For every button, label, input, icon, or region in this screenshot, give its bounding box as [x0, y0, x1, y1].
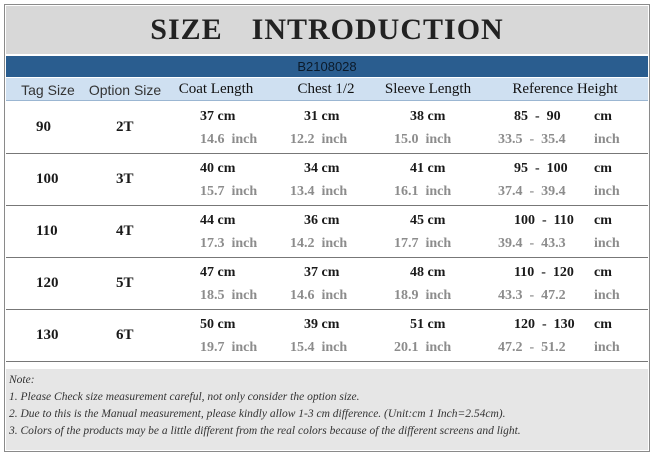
reference-height-cm-unit: cm	[594, 109, 612, 124]
reference-height-inch: 47.2 - 51.2	[498, 340, 566, 355]
coat-length-cm: 44 cm	[200, 213, 236, 228]
sleeve-length-inch: 20.1 inch	[394, 340, 452, 355]
reference-height-cm: 85 - 90	[514, 109, 561, 124]
sleeve-length-inch: 16.1 inch	[394, 184, 452, 199]
sleeve-length-cm: 41 cm	[410, 161, 446, 176]
note-item-1: 1. Please Check size measurement careful, not only consider the option size.	[9, 391, 360, 403]
table-row	[6, 258, 648, 310]
sleeve-length-cm: 48 cm	[410, 265, 446, 280]
note-item-3: 3. Colors of the products may be a little different from the real colors because of the different screens and light.	[9, 425, 521, 437]
option-size-cell: 2T	[116, 119, 134, 135]
option-size-cell: 4T	[116, 223, 134, 239]
chest-cm: 31 cm	[304, 109, 340, 124]
header-coat-length: Coat Length	[178, 81, 254, 97]
reference-height-cm: 95 - 100	[514, 161, 568, 176]
chest-inch: 15.4 inch	[290, 340, 348, 355]
header-tag-size: Tag Size	[21, 81, 75, 98]
chest-cm: 37 cm	[304, 265, 340, 280]
chest-cm: 36 cm	[304, 213, 340, 228]
reference-height-inch: 43.3 - 47.2	[498, 288, 566, 303]
sleeve-length-inch: 18.9 inch	[394, 288, 452, 303]
reference-height-inch-unit: inch	[594, 132, 620, 147]
coat-length-cm: 50 cm	[200, 317, 236, 332]
chest-cm: 39 cm	[304, 317, 340, 332]
header-reference-height: Reference Height	[512, 81, 618, 97]
table-row	[6, 102, 648, 154]
notes-heading: Note:	[9, 374, 35, 386]
coat-length-inch: 14.6 inch	[200, 132, 258, 147]
product-code: B2108028	[297, 59, 357, 74]
coat-length-cm: 37 cm	[200, 109, 236, 124]
reference-height-inch-unit: inch	[594, 236, 620, 251]
table-row	[6, 310, 648, 362]
reference-height-cm-unit: cm	[594, 317, 612, 332]
chest-inch: 14.2 inch	[290, 236, 348, 251]
coat-length-inch: 15.7 inch	[200, 184, 258, 199]
reference-height-cm-unit: cm	[594, 265, 612, 280]
option-size-cell: 3T	[116, 171, 134, 187]
tag-size-cell: 110	[36, 223, 58, 239]
reference-height-inch-unit: inch	[594, 340, 620, 355]
tag-size-cell: 90	[36, 119, 51, 135]
coat-length-inch: 17.3 inch	[200, 236, 258, 251]
sleeve-length-cm: 45 cm	[410, 213, 446, 228]
tag-size-cell: 100	[36, 171, 59, 187]
page-title: SIZE INTRODUCTION	[150, 13, 504, 46]
reference-height-inch: 37.4 - 39.4	[498, 184, 566, 199]
tag-size-cell: 130	[36, 327, 59, 343]
header-sleeve-length: Sleeve Length	[384, 81, 472, 97]
coat-length-cm: 40 cm	[200, 161, 236, 176]
coat-length-inch: 19.7 inch	[200, 340, 258, 355]
product-code-bar	[6, 56, 648, 77]
reference-height-cm: 110 - 120	[514, 265, 574, 280]
sleeve-length-cm: 38 cm	[410, 109, 446, 124]
table-row	[6, 154, 648, 206]
title-bar	[6, 6, 648, 54]
coat-length-inch: 18.5 inch	[200, 288, 258, 303]
header-option-size: Option Size	[88, 81, 162, 98]
sleeve-length-inch: 15.0 inch	[394, 132, 452, 147]
sleeve-length-cm: 51 cm	[410, 317, 446, 332]
reference-height-inch: 39.4 - 43.3	[498, 236, 566, 251]
reference-height-cm-unit: cm	[594, 213, 612, 228]
chest-inch: 14.6 inch	[290, 288, 348, 303]
reference-height-inch-unit: inch	[594, 184, 620, 199]
sleeve-length-inch: 17.7 inch	[394, 236, 452, 251]
reference-height-cm: 120 - 130	[514, 317, 575, 332]
table-row	[6, 206, 648, 258]
chest-cm: 34 cm	[304, 161, 340, 176]
option-size-cell: 6T	[116, 327, 134, 343]
reference-height-inch: 33.5 - 35.4	[498, 132, 566, 147]
reference-height-cm-unit: cm	[594, 161, 612, 176]
tag-size-cell: 120	[36, 275, 59, 291]
header-chest: Chest 1/2	[297, 81, 355, 97]
option-size-cell: 5T	[116, 275, 134, 291]
notes-box	[6, 369, 648, 450]
chest-inch: 13.4 inch	[290, 184, 348, 199]
reference-height-inch-unit: inch	[594, 288, 620, 303]
reference-height-cm: 100 - 110	[514, 213, 574, 228]
chest-inch: 12.2 inch	[290, 132, 348, 147]
table-header	[6, 78, 648, 101]
note-item-2: 2. Due to this is the Manual measurement, please kindly allow 1-3 cm difference. (Unit:cm 1 Inch=2.54cm).	[9, 408, 506, 420]
coat-length-cm: 47 cm	[200, 265, 236, 280]
